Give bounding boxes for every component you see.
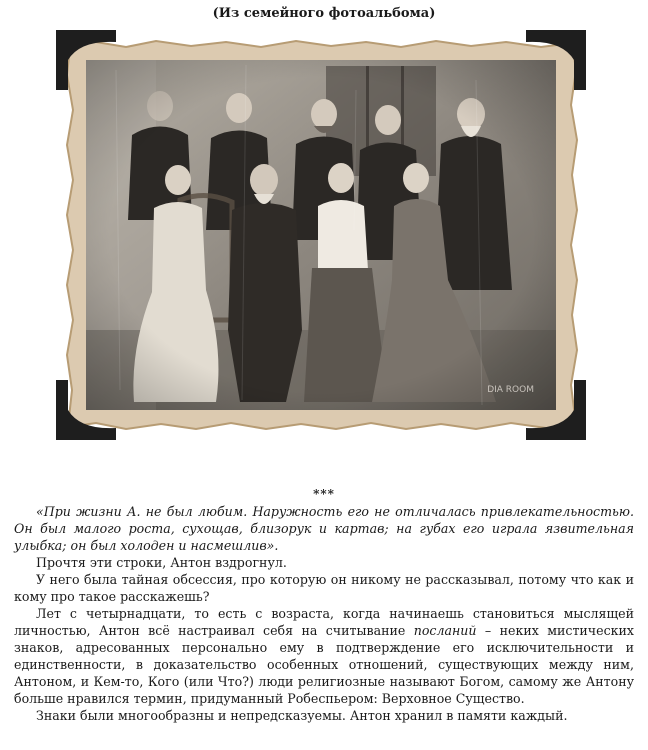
paragraph-3: У него была тайная обсессия, про которую он никому не рассказывал, потому что как и кому про такое расскажешь? [14, 572, 634, 604]
paragraph-2: Прочтя эти строки, Антон вздрогнул. [36, 555, 287, 570]
family-photo [56, 30, 586, 440]
paragraph-4 [14, 605, 634, 707]
family-photo-image [56, 30, 586, 440]
paragraph-4-end: – неких мистических знаков, адресованных персонально ему в подтверждение его исключительности и единственности, в доказательство особенных отношений, существующих между ним, Антоном, и Кем-то, Кого (или Что?) люди религиозные называют Богом, самому же Антону больше нравился термин, придуманный Робеспьером: Верховное Существо. [14, 623, 634, 706]
body-text [14, 503, 634, 724]
photo-caption: (Из семейного фотоальбома) [212, 6, 436, 21]
paragraph-5: Знаки были многообразны и непредсказуемы. Антон хранил в памяти каждый. [36, 708, 568, 723]
photo-watermark: DIA ROOM [487, 385, 534, 395]
paragraph-quote: «При жизни А. не был любим. Наружность его не отличалась привлекательностью. Он был малого роста, сухощав, близорук и картав; на губах его играла язвительная улыбка; он был холоден и насмешлив». [14, 504, 634, 553]
section-separator: *** [313, 487, 335, 501]
paragraph-4-emphasis: посланий [413, 623, 477, 638]
paragraph-4-start: Лет с четырнадцати, то есть с возраста, когда начинаешь становиться мыслящей личностью, Антон всё настраивал себя на считывание [14, 606, 634, 638]
